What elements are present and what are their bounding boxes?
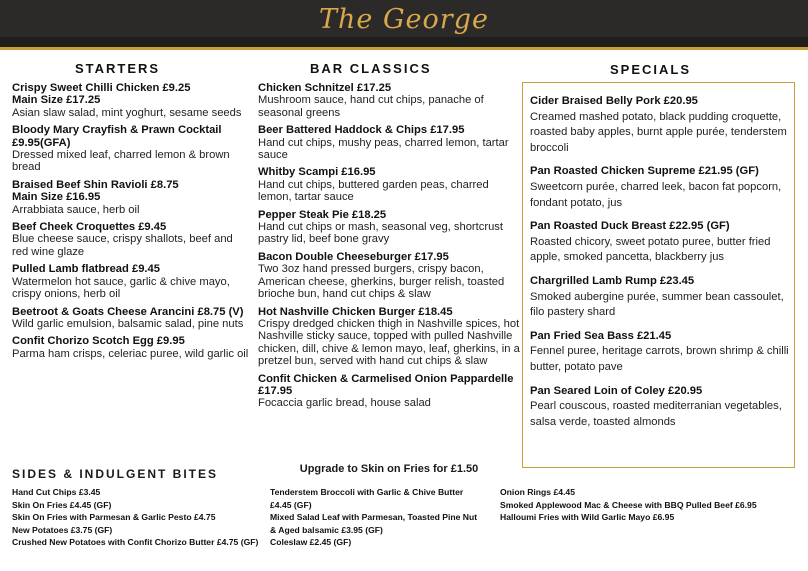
header-bar [0,0,808,47]
side-item: Smoked Applewood Mac & Cheese with BBQ Pulled Beef £6.95 [500,499,757,510]
menu-item-description: Wild garlic emulsion, balsamic salad, pine nuts [12,317,244,330]
menu-item-description: Pearl couscous, roasted mediterranian vegetables, salsa verde, toasted almonds [530,400,782,428]
menu-item-name: Pan Fried Sea Bass £21.45 [530,329,672,342]
menu-item-name: Pan Roasted Duck Breast £22.95 (GF) [530,220,730,233]
menu-item [12,179,250,216]
sides-title: SIDES & INDULGENT BITES [12,467,219,481]
header-band [0,37,808,47]
menu-item [258,306,520,368]
menu-item [258,251,520,301]
side-item: Halloumi Fries with Wild Garlic Mayo £6.95 [500,512,675,523]
side-item: Hand Cut Chips £3.45 [12,487,101,497]
menu-item [258,82,520,119]
menu-item-description: Watermelon hot sauce, garlic & chive mayo, crispy onions, herb oil [12,275,230,301]
menu-item [12,82,250,119]
menu-item-description: Sweetcorn purée, charred leek, bacon fat popcorn, fondant potato, jus [530,180,782,209]
menu-item [12,306,250,331]
sides-column-1 [12,486,262,549]
menu-item-name: Bloody Mary Crayfish & Prawn Cocktail £9.95(GFA) [12,124,222,149]
menu-item [258,124,520,161]
menu-item [258,373,520,410]
menu-item-name: Braised Beef Shin Ravioli £8.75 Main Size £16.95 [12,178,179,204]
menu-item-name: Pulled Lamb flatbread £9.45 [12,263,160,276]
menu-item-name: Bacon Double Cheeseburger £17.95 [258,250,449,263]
menu-item-description: Arrabbiata sauce, herb oil [12,203,140,216]
menu-item-name: Chicken Schnitzel £17.25 [258,82,392,94]
menu-item-description: Crispy dredged chicken thigh in Nashville spices, hot Nashville sticky sauce, topped with pulled Nashville chicken, dill, chive & lemon mayo, leaf, gherkins, in a pretzel bun, served with hand cut chips & slaw [258,317,520,368]
sides-column-2 [270,486,480,549]
menu-item [12,124,250,174]
menu-item-name: Cider Braised Belly Pork £20.95 [530,95,698,107]
menu-item-description: Fennel puree, heritage carrots, brown shrimp & chilli butter, potato pave [530,345,789,373]
sides-column-3 [500,486,805,524]
menu-item [12,221,250,258]
gold-divider [0,47,808,50]
menu-item [12,263,250,300]
menu-item [530,329,792,376]
menu-item-name: Pan Roasted Chicken Supreme £21.95 (GF) [530,165,759,178]
starters-list [12,82,250,365]
upgrade-note: Upgrade to Skin on Fries for £1.50 [299,463,479,475]
menu-item-description: Creamed mashed potato, black pudding croquette, roasted baby apples, burnt apple purée, tenderstem broccoli [530,110,787,154]
menu-item-description: Roasted chicory, sweet potato puree, butter fried apple, smoked pancetta, blackberry jus [530,235,771,264]
menu-item-name: Chargrilled Lamb Rump £23.45 [530,274,695,287]
menu-item-description: Asian slaw salad, mint yoghurt, sesame seeds [12,106,242,119]
side-item: Tenderstem Broccoli with Garlic & Chive Butter £4.45 (GF) [270,487,464,510]
side-item: Crushed New Potatoes with Confit Chorizo Butter £4.75 (GF) [12,537,259,548]
menu-item-description: Hand cut chips or mash, seasonal veg, shortcrust pastry lid, beef bone gravy [258,221,503,246]
menu-item-name: Beef Cheek Croquettes £9.45 [12,221,167,234]
specials-title: SPECIALS [610,62,692,77]
starters-title: STARTERS [75,61,161,76]
side-item: Coleslaw £2.45 (GF) [270,537,352,548]
restaurant-title: The George [319,4,489,35]
bar-classics-title: BAR CLASSICS [310,61,432,76]
menu-item-name: Pan Seared Loin of Coley £20.95 [530,384,703,397]
menu-item-description: Two 3oz hand pressed burgers, crispy bacon, American cheese, gherkins, burger relish, toasted brioche bun, hand cut chips & slaw [258,263,505,301]
menu-item-name: Hot Nashville Chicken Burger £18.45 [258,305,453,318]
menu-item-description: Smoked aubergine purée, summer bean cassoulet, filo pastery shard [530,290,784,319]
bar-classics-list [258,82,520,415]
menu-item-name: Whitby Scampi £16.95 [258,166,376,179]
menu-item-name: Beetroot & Goats Cheese Arancini £8.75 (V) [12,305,244,318]
menu-item-description: Hand cut chips, buttered garden peas, charred lemon, tartar sauce [258,178,489,204]
menu-item-name: Beer Battered Haddock & Chips £17.95 [258,124,465,137]
menu-item-description: Mushroom sauce, hand cut chips, panache of seasonal greens [258,94,484,119]
menu-item [530,164,792,211]
menu-item [530,94,792,156]
side-item: New Potatoes £3.75 (GF) [12,524,113,535]
menu-item-name: Crispy Sweet Chilli Chicken £9.25 Main Size £17.25 [12,82,191,107]
menu-item [12,335,250,360]
menu-item-name: Confit Chorizo Scotch Egg £9.95 [12,335,185,348]
side-item: Skin On Fries with Parmesan & Garlic Pesto £4.75 [12,512,216,523]
side-item: Mixed Salad Leaf with Parmesan, Toasted Pine Nut & Aged balsamic £3.95 (GF) [270,512,478,535]
menu-item [530,274,792,321]
menu-item-description: Parma ham crisps, celeriac puree, wild garlic oil [12,347,249,360]
menu-item-description: Blue cheese sauce, crispy shallots, beef and red wine glaze [12,233,233,258]
menu-item [530,219,792,266]
menu-item [258,209,520,246]
menu-item-name: Pepper Steak Pie £18.25 [258,208,387,221]
menu-item-description: Focaccia garlic bread, house salad [258,397,431,410]
menu-item-description: Hand cut chips, mushy peas, charred lemon, tartar sauce [258,136,509,162]
menu-item-name: Confit Chicken & Carmelised Onion Pappardelle £17.95 [258,372,514,397]
side-item: Skin On Fries £4.45 (GF) [12,499,112,510]
menu-item-description: Dressed mixed leaf, charred lemon & brown bread [12,149,230,174]
menu-item [530,384,792,431]
side-item: Onion Rings £4.45 [500,487,575,497]
specials-list [530,94,792,438]
menu-item [258,166,520,203]
